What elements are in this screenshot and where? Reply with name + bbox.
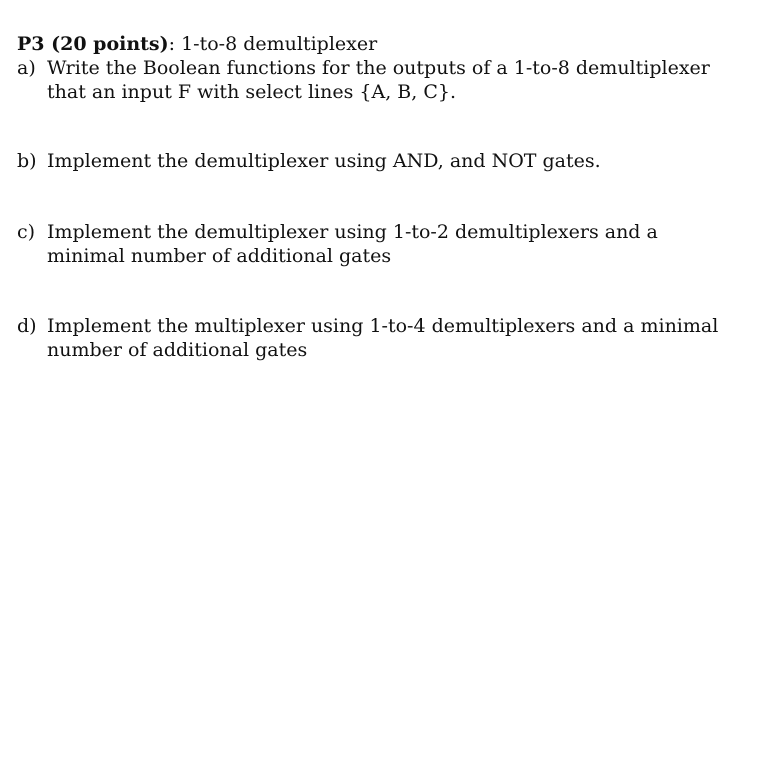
part-b-line-1: Implement the demultiplexer using AND, and NOT gates.	[47, 150, 601, 172]
problem-title: 1-to-8 demultiplexer	[175, 33, 378, 55]
part-d-text	[47, 314, 747, 362]
part-b	[17, 149, 747, 173]
part-a-letter: a)	[17, 57, 36, 79]
problem-label: P3 (20 points)	[17, 33, 169, 55]
part-c	[17, 220, 747, 268]
problem-heading	[17, 32, 747, 56]
part-c-line-2: minimal number of additional gates	[47, 245, 392, 267]
part-b-letter: b)	[17, 150, 37, 172]
part-a-line-2: that an input F with select lines {A, B, C}.	[47, 81, 456, 103]
problem-separator: :	[168, 33, 176, 55]
part-a	[17, 56, 747, 104]
part-c-text	[47, 220, 747, 268]
part-d-line-1: Implement the multiplexer using 1-to-4 demultiplexers and a minimal	[47, 315, 719, 337]
part-b-text	[47, 149, 747, 173]
part-a-text	[47, 56, 747, 104]
problem-document	[17, 32, 747, 362]
part-d	[17, 314, 747, 362]
part-a-line-1: Write the Boolean functions for the outputs of a 1-to-8 demultiplexer	[47, 57, 710, 79]
part-c-line-1: Implement the demultiplexer using 1-to-2 demultiplexers and a	[47, 221, 658, 243]
part-c-letter: c)	[17, 221, 36, 243]
part-d-letter: d)	[17, 315, 37, 337]
part-d-line-2: number of additional gates	[47, 339, 308, 361]
